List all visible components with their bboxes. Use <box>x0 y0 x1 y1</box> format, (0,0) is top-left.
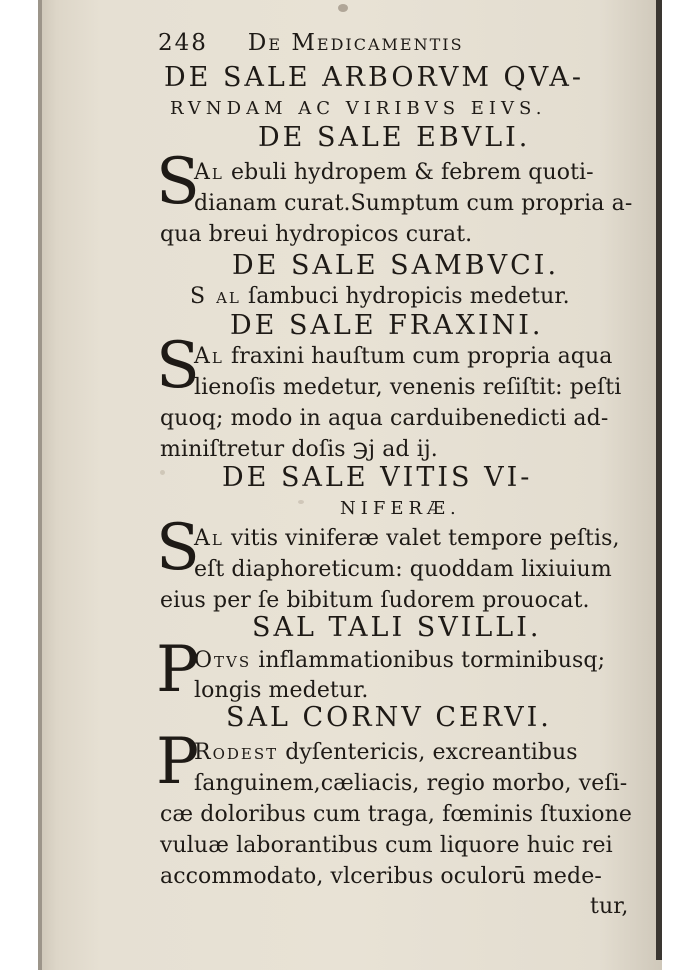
drop-initial-cornu: P <box>156 725 200 799</box>
drop-initial-vitis: S <box>156 511 200 585</box>
text-line: ſanguinem,cæliacis, regio morbo, veſi- <box>194 771 628 796</box>
section-title-vitis-line-1: DE SALE VITIS VI- <box>222 462 533 493</box>
text-line: eſt diaphoreticum: quoddam lixiuium <box>194 557 612 582</box>
section-title-tali-suilli: SAL TALI SVILLI. <box>252 612 542 643</box>
section-title-vitis-line-2: NIFERÆ. <box>340 498 461 519</box>
text-line: longis medetur. <box>194 678 369 703</box>
text-line: accommodato, vlceribus oculorū mede- <box>160 864 602 889</box>
chapter-title-line-2: RVNDAM AC VIRIBVS EIVS. <box>170 98 547 119</box>
drop-initial-fraxini: S <box>156 329 200 403</box>
page-left-edge <box>38 0 42 970</box>
text-line: quoq; modo in aqua carduibenedicti ad- <box>160 406 609 431</box>
text-line: lienoſis medetur, venenis reſiſtit: peſti <box>194 375 622 400</box>
chapter-title-line-1: DE SALE ARBORVM QVA- <box>164 62 584 93</box>
text-line: Al fraxini hauſtum cum propria aqua <box>194 344 613 369</box>
drop-initial-tali: P <box>156 633 200 707</box>
running-header <box>158 30 464 56</box>
text-line: cæ doloribus cum traga, fœminis ſtuxione <box>160 802 633 827</box>
running-title: De Medicamentis <box>247 30 464 56</box>
section-title-fraxini: DE SALE FRAXINI. <box>230 310 544 341</box>
catchword: tur, <box>590 894 629 919</box>
section-title-cornu-cervi: SAL CORNV CERVI. <box>226 702 552 733</box>
text-line: qua breui hydropicos curat. <box>160 222 473 247</box>
section-title-sambuci: DE SALE SAMBVCI. <box>232 250 560 281</box>
text-line: vuluæ laborantibus cum liquore huic rei <box>160 833 613 858</box>
section-title-ebuli: DE SALE EBVLI. <box>258 122 531 153</box>
text-line: miniſtretur doſis ℈j ad ij. <box>160 437 438 462</box>
text-line: S al ſambuci hydropicis medetur. <box>190 284 570 309</box>
text-line: eius per ſe bibitum ſudorem prouocat. <box>160 588 590 613</box>
page-number: 248 <box>158 30 208 56</box>
text-line: Rodest dyſentericis, excreantibus <box>194 740 578 765</box>
text-line: Al ebuli hydropem & febrem quoti- <box>194 160 594 185</box>
drop-initial-ebuli: S <box>156 145 200 219</box>
text-line: Otvs inflammationibus torminibusq; <box>194 648 606 673</box>
text-line: dianam curat.Sumptum cum propria a- <box>194 191 633 216</box>
page-right-edge <box>656 0 662 960</box>
text-line: Al vitis viniferæ valet tempore peſtis, <box>194 526 620 551</box>
